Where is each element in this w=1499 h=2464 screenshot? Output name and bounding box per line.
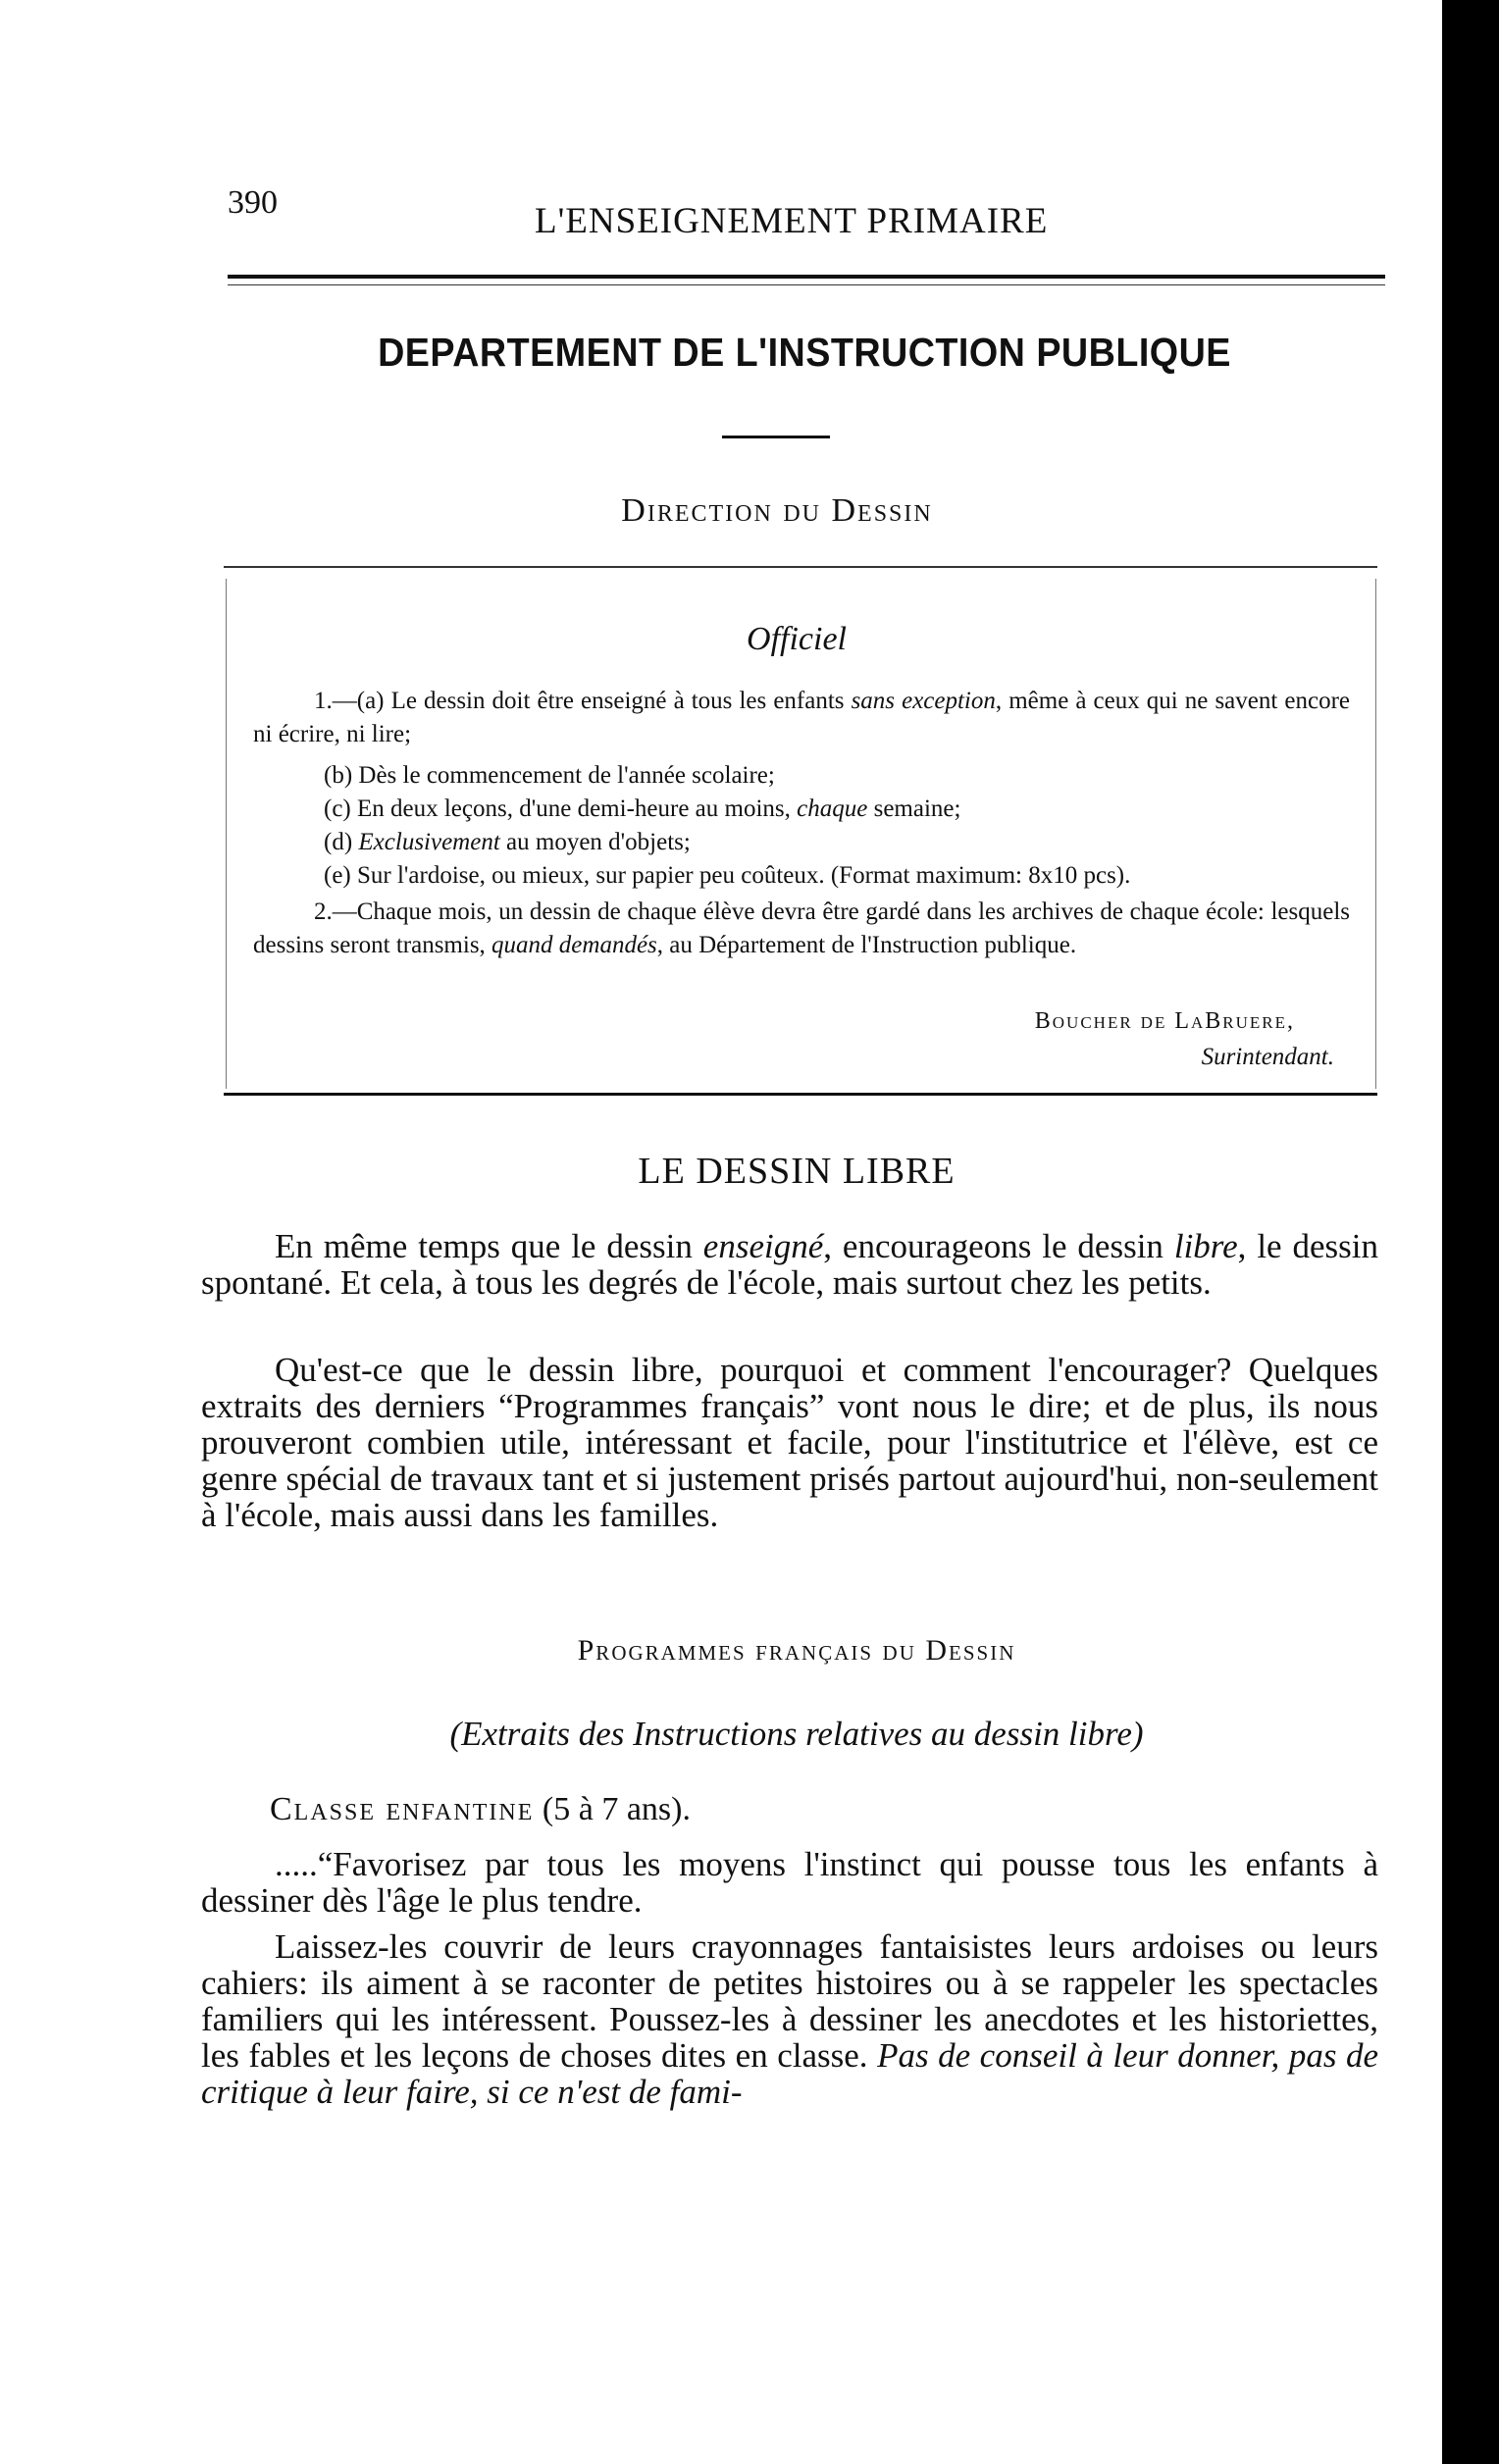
extraits-subheading: [228, 1715, 1366, 1754]
officiel-heading: Officiel: [747, 621, 847, 657]
p1-tail: , même à ceux qui ne savent encore ni écrire, ni lire;: [253, 688, 1350, 747]
body-paragraph-3: .....“Favorisez par tous les moyens l'instinct qui pousse tous les enfants à dessiner dès l'âge le plus tendre.: [201, 1845, 1378, 1920]
box-right-edge: [1375, 579, 1376, 1089]
scan-edge: [1442, 0, 1456, 2464]
item-c-lead: (c) En deux leçons, d'une demi-heure au moins,: [324, 796, 798, 822]
p1-text-d: libre: [1173, 1227, 1238, 1265]
official-item-c: [324, 793, 1354, 826]
header-rule: [228, 275, 1385, 279]
short-divider: [722, 436, 830, 438]
item-d-italic: Exclusivement: [358, 829, 500, 855]
official-item-d: [324, 826, 1354, 859]
programmes-heading: Programmes français du Dessin: [577, 1634, 1016, 1667]
classe-label: Classe enfantine: [270, 1791, 535, 1827]
p1-text-e: , le dessin spontané. Et cela, à tous les degrés de l'école, mais surtout chez les petits.: [201, 1227, 1378, 1302]
classe-heading: [270, 1791, 1153, 1828]
p2-lead: 2.—Chaque mois, un dessin de chaque élève devra être gardé dans les archives de chaque école: lesquels dessins seront transmis,: [253, 898, 1350, 958]
item-d-label: (d): [324, 829, 359, 855]
item-c-tail: semaine;: [867, 796, 961, 822]
p1-text-c: , encourageons le dessin: [823, 1227, 1174, 1265]
body-paragraph-1: [201, 1228, 1378, 1301]
signature-name: Boucher de LaBruere,: [1034, 1008, 1295, 1034]
p1-italic: sans exception: [851, 688, 996, 714]
section-title: LE DESSIN LIBRE: [638, 1151, 956, 1192]
body-paragraph-2: Qu'est-ce que le dessin libre, pourquoi et comment l'encourager? Quelques extraits des derniers “Programmes français” vont nous le dire; et de plus, ils nous prouveront combien utile, intéressant et facile, pour l'institutrice et l'élève, est ce genre spécial de travaux tant et si justement prisés partout aujourd'hui, non-seulement à l'école, mais aussi dans les familles.: [201, 1351, 1378, 1534]
p1-text-a: En même temps que le dessin: [275, 1227, 703, 1265]
p2-tail: , au Département de l'Instruction publique.: [656, 932, 1077, 958]
running-title: L'ENSEIGNEMENT PRIMAIRE: [535, 201, 1049, 241]
p1-lead: 1.—(a) Le dessin doit être enseigné à tous les enfants: [314, 688, 852, 714]
p4-italic: Pas de conseil à leur donner, pas de critique à leur faire, si ce n'est de fami-: [201, 2036, 1378, 2111]
official-item-e: (e) Sur l'ardoise, ou mieux, sur papier peu coûteux. (Format maximum: 8x10 pcs).: [324, 862, 1131, 889]
official-paragraph-1: [253, 685, 1350, 751]
extraits-text: (Extraits des Instructions relatives au dessin libre): [449, 1715, 1144, 1753]
item-c-italic: chaque: [797, 796, 868, 822]
direction-heading: Direction du Dessin: [621, 492, 933, 529]
signature-title: Surintendant.: [1201, 1044, 1334, 1070]
official-paragraph-2: [253, 896, 1350, 962]
body-paragraph-4: [201, 1928, 1378, 2110]
department-heading: DEPARTEMENT DE L'INSTRUCTION PUBLIQUE: [378, 330, 1231, 375]
p1-text-b: enseigné: [702, 1227, 824, 1265]
p4-text: Laissez-les couvrir de leurs crayonnages fantaisistes leurs ardoises ou leurs cahiers: ils aiment à se raconter de petites histoires ou à se rappeler les spectacles familiers qui les intéressent. Poussez-les à dessiner les anecdotes et les historiettes, les fables et les leçons de choses dites en classe.: [201, 1927, 1378, 2075]
page-number: 390: [228, 184, 278, 221]
box-left-edge: [226, 579, 227, 1089]
header-rule-thin: [228, 284, 1385, 285]
item-d-tail: au moyen d'objets;: [499, 829, 691, 855]
official-item-b: (b) Dès le commencement de l'année scolaire;: [324, 762, 775, 789]
classe-age: (5 à 7 ans).: [534, 1791, 691, 1827]
p2-italic: quand demandés: [491, 932, 657, 958]
